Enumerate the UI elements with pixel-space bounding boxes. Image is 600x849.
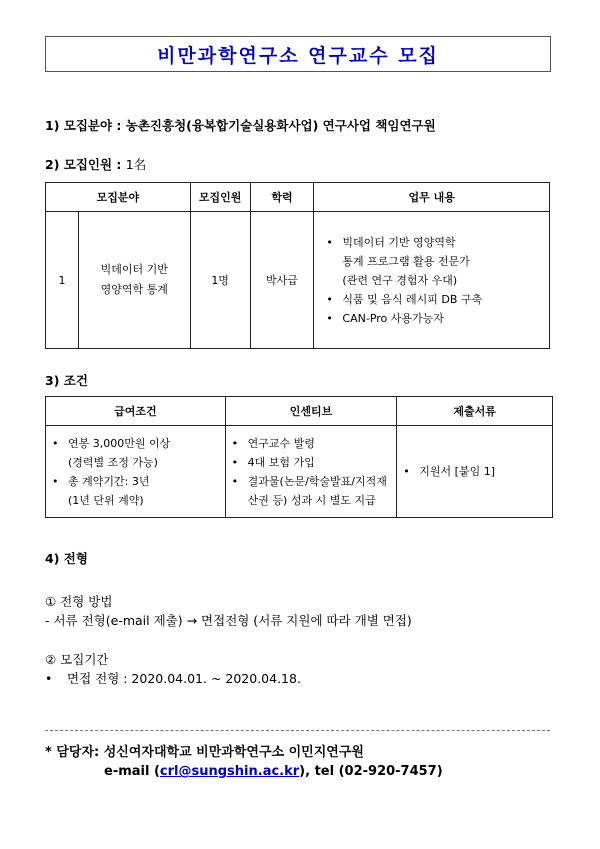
- section-3-label: 3) 조건: [45, 373, 88, 388]
- section-2-value: 1名: [125, 157, 147, 172]
- incentive-list: [228, 434, 397, 510]
- list-item-text: (1년 단위 계약): [68, 493, 144, 507]
- section-1-value: 농촌진흥청(융복합기술실용화사업) 연구사업 책임연구원: [125, 118, 436, 133]
- table-row: [46, 212, 550, 349]
- conditions-table: [45, 396, 553, 518]
- list-item: [228, 491, 397, 510]
- list-item: • 지원서 [붙임 1]: [399, 462, 552, 481]
- salary-list: [48, 434, 225, 510]
- row-number: 1: [46, 212, 79, 349]
- list-item-text: (관련 연구 경험자 우대): [342, 273, 458, 287]
- period-text: 면접 전형 : 2020.04.01. ~ 2020.04.18.: [67, 671, 301, 686]
- section-2: [45, 155, 146, 173]
- email-suffix: ), tel (02-920-7457): [299, 764, 443, 779]
- section-4-label: 4) 전형: [45, 551, 88, 566]
- list-item: • 식품 및 음식 레시피 DB 구축: [322, 290, 549, 309]
- recruitment-table-header: [46, 183, 550, 212]
- table-row: [46, 426, 553, 518]
- period-item: [45, 669, 301, 687]
- method-heading: ① 전형 방법: [45, 594, 113, 609]
- header-incentive: 인센티브: [225, 397, 397, 426]
- section-1-label: 1) 모집분야 :: [45, 118, 126, 133]
- list-item: • 빅데이터 기반 영양역학: [322, 233, 549, 252]
- salary-cell: [46, 426, 226, 518]
- email-prefix: e-mail (: [104, 764, 160, 779]
- list-item: • CAN-Pro 사용가능자: [322, 309, 549, 328]
- header-count: 모집인원: [190, 183, 250, 212]
- divider: [45, 730, 550, 731]
- header-degree: 학력: [250, 183, 314, 212]
- header-documents: 제출서류: [397, 397, 553, 426]
- method-text: - 서류 전형(e-mail 제출) → 면접전형 (서류 지원에 따라 개별 면접): [45, 613, 412, 628]
- field-line: 빅데이터 기반: [100, 263, 168, 276]
- header-duties: 업무 내용: [314, 183, 550, 212]
- documents-cell: [397, 426, 553, 518]
- header-salary: 급여조건: [46, 397, 226, 426]
- field-line: 영양역학 통계: [100, 283, 168, 296]
- list-item-text: 산권 등) 성과 시 별도 지급: [247, 493, 376, 507]
- duties-list: [322, 233, 549, 328]
- list-item: [322, 252, 549, 271]
- list-item: [48, 491, 225, 510]
- list-item: • 연봉 3,000만원 이상: [48, 434, 225, 453]
- list-item: [322, 271, 549, 290]
- list-item-text: 통계 프로그램 활용 전문가: [342, 254, 470, 268]
- email-link[interactable]: crl@sungshin.ac.kr: [159, 764, 300, 779]
- list-item-text: (경력별 조정 가능): [68, 455, 158, 469]
- section-4: [45, 549, 88, 567]
- incentive-cell: [225, 426, 397, 518]
- title-box: [45, 36, 551, 72]
- section-1: [45, 116, 436, 134]
- degree-cell: 박사급: [250, 212, 314, 349]
- page-title: 비만과학연구소 연구교수 모집: [157, 44, 439, 67]
- section-2-label: 2) 모집인원 :: [45, 157, 126, 172]
- recruitment-table: [45, 182, 550, 349]
- contact-person: * 담당자: 성신여자대학교 비만과학연구소 이민지연구원: [45, 745, 364, 760]
- contact-details: [104, 764, 443, 779]
- field-cell: [78, 212, 190, 349]
- list-item: • 결과물(논문/학술발표/지적재: [228, 472, 397, 491]
- list-item: [48, 453, 225, 472]
- period-heading: ② 모집기간: [45, 652, 109, 667]
- duties-cell: [314, 212, 550, 349]
- list-item: • 4대 보험 가입: [228, 453, 397, 472]
- list-item: • 연구교수 발령: [228, 434, 397, 453]
- list-item: • 총 계약기간: 3년: [48, 472, 225, 491]
- documents-list: [399, 462, 552, 481]
- count-cell: 1명: [190, 212, 250, 349]
- bullet: •: [45, 671, 53, 686]
- conditions-table-header: [46, 397, 553, 426]
- header-field: 모집분야: [46, 183, 191, 212]
- section-3: [45, 371, 88, 389]
